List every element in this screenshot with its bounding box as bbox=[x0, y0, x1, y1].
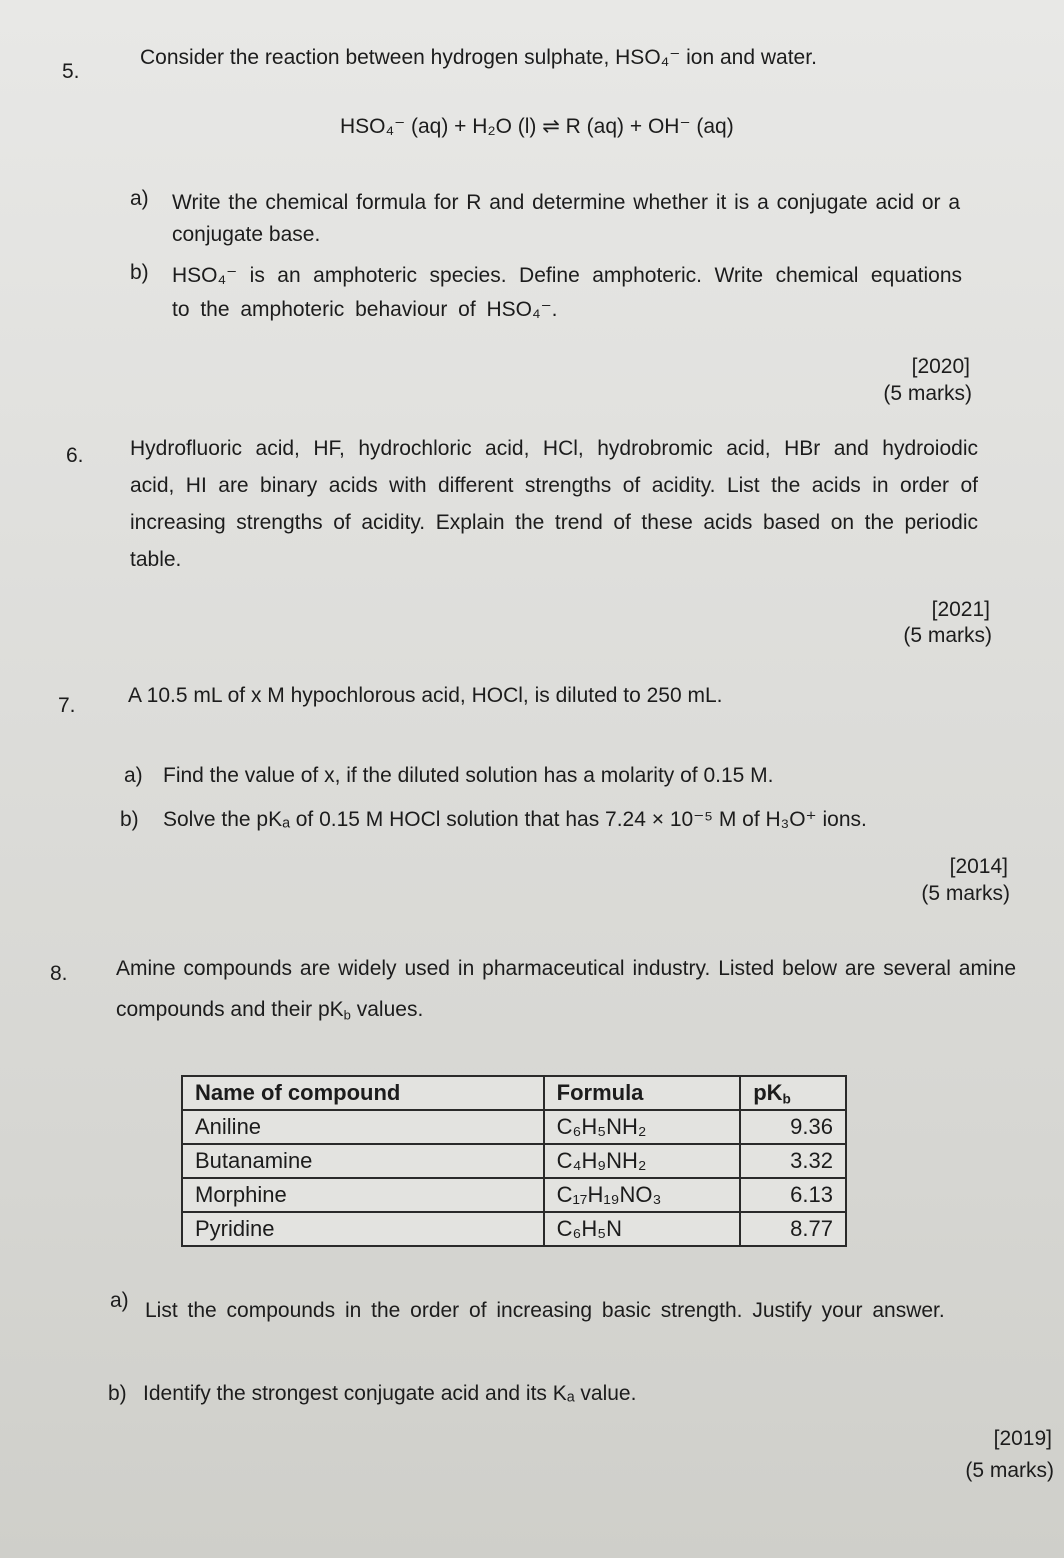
q6-marks: (5 marks) bbox=[903, 624, 992, 647]
compound-pkb: 8.77 bbox=[740, 1212, 846, 1246]
compound-formula: C₆H₅NH₂ bbox=[544, 1110, 741, 1144]
table-row bbox=[182, 1110, 846, 1144]
amine-table bbox=[181, 1075, 847, 1247]
q5-part-a-label: a) bbox=[130, 187, 149, 210]
q5-equation: HSO₄⁻ (aq) + H₂O (l) ⇌ R (aq) + OH⁻ (aq) bbox=[340, 115, 734, 138]
table-header-row bbox=[182, 1076, 846, 1110]
table-row bbox=[182, 1178, 846, 1212]
table-header-pkb: $pK_b$ bbox=[740, 1076, 846, 1110]
q7-part-a-label: a) bbox=[124, 764, 143, 787]
q8-number: 8. bbox=[50, 962, 68, 985]
q8-part-b-text: Identify the strongest conjugate acid and its Kₐ value. bbox=[143, 1382, 637, 1405]
q7-part-a-text: Find the value of x, if the diluted solution has a molarity of 0.15 M. bbox=[163, 764, 774, 787]
q8-part-b-label: b) bbox=[108, 1382, 127, 1405]
q5-number: 5. bbox=[62, 60, 80, 83]
compound-name: Pyridine bbox=[182, 1212, 544, 1246]
q5-intro: Consider the reaction between hydrogen sulphate, HSO₄⁻ ion and water. bbox=[140, 46, 817, 69]
q5-year: [2020] bbox=[911, 355, 970, 378]
q7-marks: (5 marks) bbox=[921, 882, 1010, 905]
q8-year: [2019] bbox=[993, 1427, 1052, 1450]
q5-part-b-label: b) bbox=[130, 261, 149, 284]
compound-pkb: 9.36 bbox=[740, 1110, 846, 1144]
compound-name: Butanamine bbox=[182, 1144, 544, 1178]
q8-text: Amine compounds are widely used in pharmaceutical industry. Listed below are several amine compounds and their $pK_b$ values. bbox=[116, 957, 1016, 1023]
compound-name: Aniline bbox=[182, 1110, 544, 1144]
q7-part-b-label: b) bbox=[120, 808, 139, 831]
q5-part-a-text: Write the chemical formula for R and determine whether it is a conjugate acid or a conjugate base. bbox=[172, 191, 960, 246]
q6-year: [2021] bbox=[931, 598, 990, 621]
q5-part-b-text: HSO₄⁻ is an amphoteric species. Define amphoteric. Write chemical equations to the amphoteric behaviour of HSO₄⁻. bbox=[172, 264, 962, 321]
compound-pkb: 6.13 bbox=[740, 1178, 846, 1212]
q6-number: 6. bbox=[66, 444, 84, 467]
q7-year: [2014] bbox=[949, 855, 1008, 878]
table-row bbox=[182, 1212, 846, 1246]
compound-formula: C₆H₅N bbox=[544, 1212, 741, 1246]
q6-text: Hydrofluoric acid, HF, hydrochloric acid, HCl, hydrobromic acid, HBr and hydroiodic acid, HI are binary acids with different strengths of acidity. List the acids in order of increasing strengths of acidity. Explain the trend of these acids based on the periodic table. bbox=[130, 437, 978, 571]
compound-formula: C₄H₉NH₂ bbox=[544, 1144, 741, 1178]
q5-marks: (5 marks) bbox=[883, 382, 972, 405]
q7-part-b-text: Solve the pKₐ of 0.15 M HOCl solution that has 7.24 × 10⁻⁵ M of H₃O⁺ ions. bbox=[163, 808, 867, 831]
table-row bbox=[182, 1144, 846, 1178]
table-header-name: Name of compound bbox=[182, 1076, 544, 1110]
q8-marks: (5 marks) bbox=[965, 1459, 1054, 1482]
compound-pkb: 3.32 bbox=[740, 1144, 846, 1178]
q8-part-a-text: List the compounds in the order of increasing basic strength. Justify your answer. bbox=[145, 1299, 945, 1322]
compound-name: Morphine bbox=[182, 1178, 544, 1212]
table-header-formula: Formula bbox=[544, 1076, 741, 1110]
q8-part-a-label: a) bbox=[110, 1289, 129, 1312]
q7-number: 7. bbox=[58, 694, 76, 717]
compound-formula: C₁₇H₁₉NO₃ bbox=[544, 1178, 741, 1212]
q7-text: A 10.5 mL of x M hypochlorous acid, HOCl, is diluted to 250 mL. bbox=[128, 684, 723, 707]
